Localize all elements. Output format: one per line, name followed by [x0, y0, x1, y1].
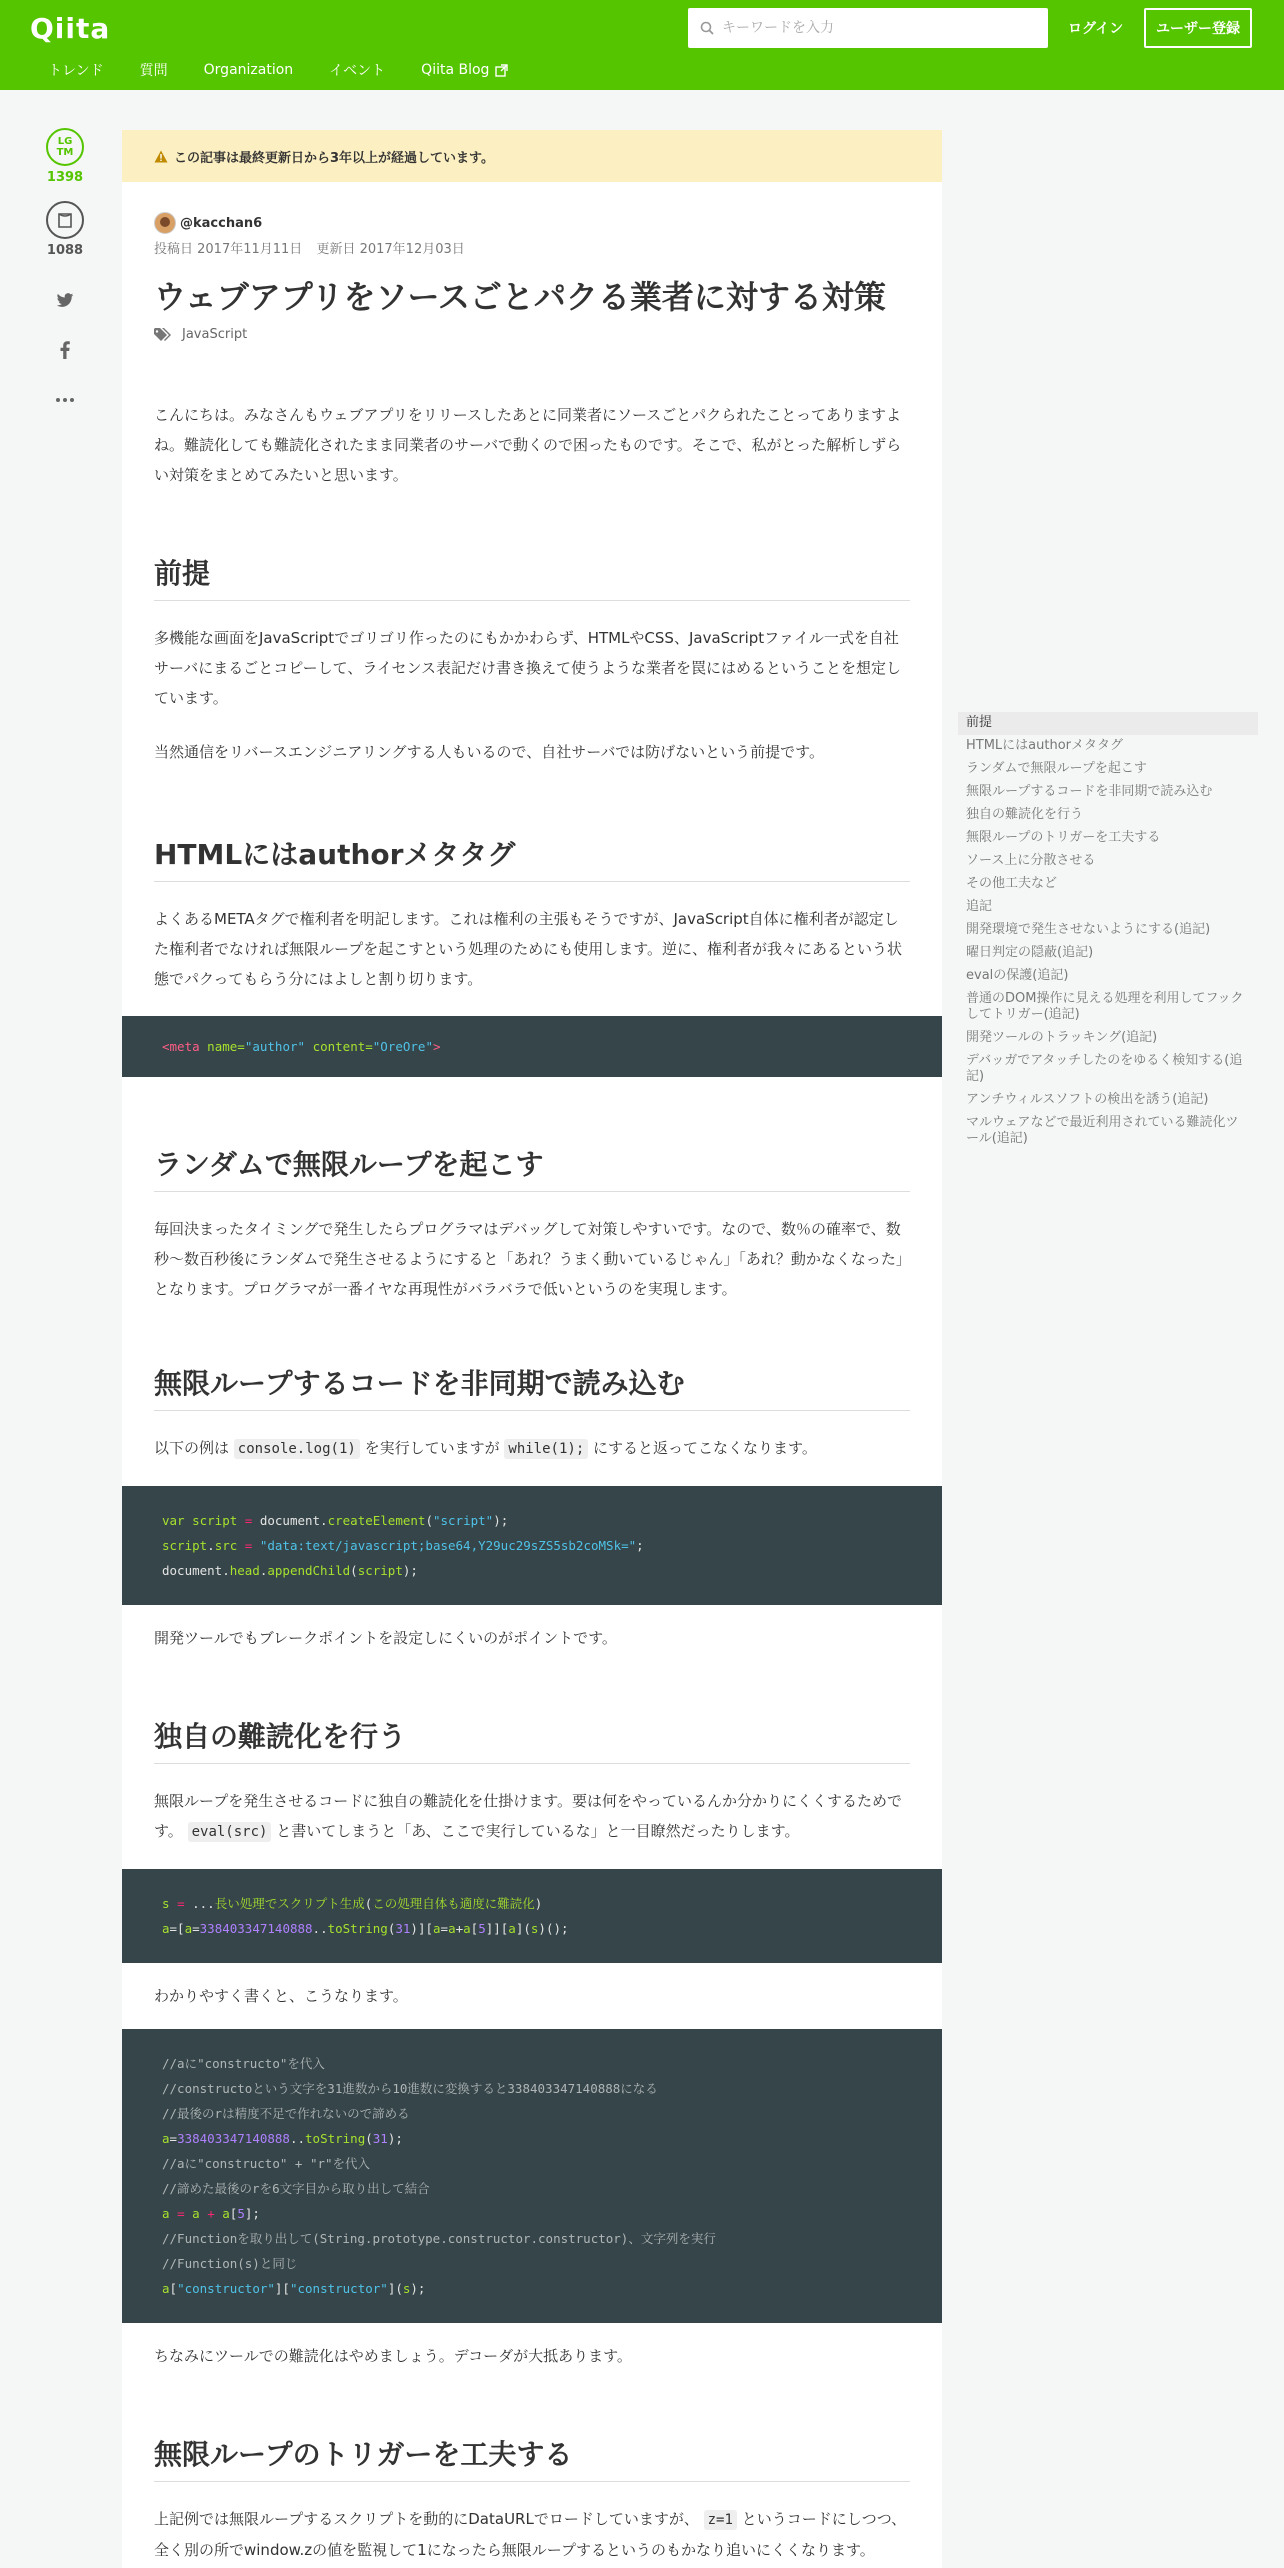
search-box[interactable]	[688, 8, 1048, 48]
inline-code: z=1	[704, 2510, 737, 2530]
signup-button[interactable]: ユーザー登録	[1144, 8, 1252, 48]
text-span: を実行していますが	[364, 1439, 500, 1457]
warning-icon	[154, 150, 168, 163]
nav-organization[interactable]: Organization	[203, 62, 294, 78]
paragraph: ちなみにツールでの難読化はやめましょう。デコーダが大抵あります。	[154, 2347, 632, 2365]
search-icon	[700, 21, 714, 35]
nav-trend[interactable]: トレンド	[48, 63, 104, 79]
section-heading: ランダムで無限ループを起こす	[154, 1145, 910, 1192]
paragraph	[154, 1786, 910, 1847]
text-span: 上記例では無限ループするスクリプトを動的にDataURLでロードしていますが、	[154, 2510, 699, 2528]
toc-item[interactable]: 開発環境で発生させないようにする(追記)	[966, 922, 1211, 937]
toc-item[interactable]: evalの保護(追記)	[966, 968, 1069, 983]
article	[122, 130, 942, 2568]
text-span: 以下の例は	[154, 1439, 230, 1457]
posted-date: 投稿日 2017年11月11日	[154, 242, 303, 257]
text-span: にすると返ってこなくなります。	[593, 1439, 817, 1457]
toc-item[interactable]: 独自の難読化を行う	[966, 807, 1084, 822]
paragraph	[154, 1433, 910, 1464]
outdated-warning	[122, 130, 942, 182]
text-span: というコードにしつつ、全く別の所でwindow.zの値を監視して1になったら無限ループするというのもかなり追いにくくなります。	[154, 2510, 907, 2559]
toc-item[interactable]: デバッガでアタッチしたのをゆるく検知する(追記)	[966, 1053, 1243, 1084]
section-heading: 独自の難読化を行う	[154, 1717, 910, 1764]
lgtm-icon[interactable]	[46, 128, 84, 166]
intro-paragraph: こんにちは。みなさんもウェブアプリをリリースしたあとに同業者にソースごとパクられたことってありますよね。難読化しても難読化されたまま同業者のサーバで動くので困ったものです。そこで、私がとった解析しずらい対策をまとめてみたいと思います。	[154, 406, 902, 484]
nav-qiita-blog-label: Qiita Blog	[421, 62, 490, 78]
table-of-contents	[958, 712, 1258, 1151]
facebook-icon[interactable]	[30, 330, 100, 370]
author-name[interactable]: @kacchan6	[180, 215, 263, 231]
nav-qiita-blog[interactable]	[421, 60, 508, 80]
paragraph: 開発ツールでもブレークポイントを設定しにくいのがポイントです。	[154, 1629, 617, 1647]
tag-javascript[interactable]: JavaScript	[182, 327, 248, 342]
warning-text: この記事は最終更新日から3年以上が経過しています。	[174, 150, 495, 166]
toc-item[interactable]: ソース上に分散させる	[966, 853, 1096, 868]
more-icon[interactable]	[30, 380, 100, 420]
lgtm-icon-label: LG TM	[56, 136, 74, 158]
section-heading: 無限ループするコードを非同期で読み込む	[154, 1364, 910, 1411]
section-heading: HTMLにはauthorメタタグ	[154, 835, 910, 882]
search-input[interactable]	[722, 20, 1022, 36]
toc-item[interactable]: アンチウィルスソフトの検出を誘う(追記)	[966, 1092, 1209, 1107]
tag-icon	[154, 328, 174, 342]
toc-item[interactable]: マルウェアなどで最近利用されている難読化ツール(追記)	[966, 1115, 1239, 1146]
paragraph	[154, 2504, 910, 2565]
inline-code: console.log(1)	[234, 1439, 360, 1459]
article-actions	[30, 128, 100, 420]
code-block-obfuscated: s = ...長い処理でスクリプト生成(この処理自体も適度に難読化) a=[a=338403347140888..toString(31)][a=a+a[5]][a](s)();	[122, 1869, 942, 1963]
toc-item[interactable]: 開発ツールのトラッキング(追記)	[966, 1030, 1158, 1045]
code-block-explained: //aに"constructo"を代入 //constructoという文字を31進数から10進数に変換すると338403347140888になる //最後のrは精度不足で作れないので諦める a=338403347140888..toString(31); //aに"constructo" + "r"を代入 //諦めた最後のrを6文字目から取り出して結合 a = a + a[5]; //Functionを取り出して(String.prototype.constructor.constructor)、文字列を実行 //Function(s)と同じ a["constructor"]["constructor"](s);	[122, 2029, 942, 2323]
tag-list	[154, 327, 910, 342]
updated-date: 更新日 2017年12月03日	[316, 242, 465, 257]
toc-item[interactable]: 曜日判定の隠蔽(追記)	[966, 945, 1094, 960]
lgtm-count: 1398	[46, 170, 84, 185]
paragraph: 当然通信をリバースエンジニアリングする人もいるので、自社サーバでは防げないという前提です。	[154, 743, 824, 761]
toc-item[interactable]: ランダムで無限ループを起こす	[966, 761, 1147, 776]
stock-count: 1088	[46, 243, 84, 258]
paragraph: 毎回決まったタイミングで発生したらプログラマはデバッグして対策しやすいです。なので、数％の確率で、数秒〜数百秒後にランダムで発生させるようにすると「あれ？うまく動いているじゃん」「あれ？動かなくなった」となります。プログラマが一番イヤな再現性がバラバラで低いというのを実現します。	[154, 1220, 904, 1298]
inline-code: while(1);	[504, 1439, 588, 1459]
nav-questions[interactable]: 質問	[139, 63, 168, 79]
toc-item[interactable]: 無限ループのトリガーを工夫する	[966, 830, 1161, 845]
global-nav	[48, 60, 544, 80]
qiita-logo[interactable]: Qiita	[30, 12, 111, 45]
paragraph: わかりやすく書くと、こうなります。	[154, 1987, 408, 2005]
text-span: 無限ループを発生させるコードに独自の難読化を仕掛けます。要は何をやっているんか分かりにくくするためです。	[154, 1792, 903, 1840]
toc-item[interactable]: 前提	[958, 712, 1258, 735]
toc-item[interactable]: その他工夫など	[966, 876, 1058, 891]
toc-item[interactable]: 普通のDOM操作に見える処理を利用してフックしてトリガー(追記)	[966, 991, 1244, 1022]
inline-code: eval(src)	[188, 1822, 272, 1842]
paragraph: 多機能な画面をJavaScriptでゴリゴリ作ったのにもかかわらず、HTMLやCSS、JavaScriptファイル一式を自社サーバにまるごとコピーして、ライセンス表記だけ書き換えて使うような業者を罠にはめるということを想定しています。	[154, 629, 902, 707]
text-span: と書いてしまうと「あ、ここで実行しているな」と一目瞭然だったりします。	[276, 1822, 800, 1840]
toc-item[interactable]: 追記	[966, 899, 993, 914]
paragraph: よくあるMETAタグで権利者を明記します。これは権利の主張もそうですが、JavaScript自体に権利者が認定した権利者でなければ無限ループを起こすという処理のためにも使用します。逆に、権利者が我々にあるという状態でパクってもらう分にはよしと割り切ります。	[154, 910, 903, 988]
stock-icon[interactable]	[46, 201, 84, 239]
section-heading: 無限ループのトリガーを工夫する	[154, 2435, 910, 2482]
login-link[interactable]: ログイン	[1068, 21, 1124, 37]
avatar[interactable]	[154, 212, 176, 234]
global-header	[0, 0, 1284, 90]
twitter-icon[interactable]	[30, 280, 100, 320]
nav-events[interactable]: イベント	[329, 63, 386, 79]
article-dates	[154, 238, 910, 257]
section-heading: 前提	[154, 554, 910, 601]
toc-item[interactable]: 無限ループするコードを非同期で読み込む	[966, 784, 1213, 799]
toc-item[interactable]: HTMLにはauthorメタタグ	[966, 738, 1124, 753]
code-block-loader: var script = document.createElement("script"); script.src = "data:text/javascript;base64,Y29uc29sZS5sb2coMSk="; document.head.appendChild(script);	[122, 1486, 942, 1605]
external-link-icon	[495, 64, 508, 77]
author[interactable]	[154, 212, 910, 234]
article-title: ウェブアプリをソースごとパクる業者に対する対策	[154, 278, 886, 316]
code-block-meta: <meta name="author" content="OreOre">	[122, 1016, 942, 1077]
